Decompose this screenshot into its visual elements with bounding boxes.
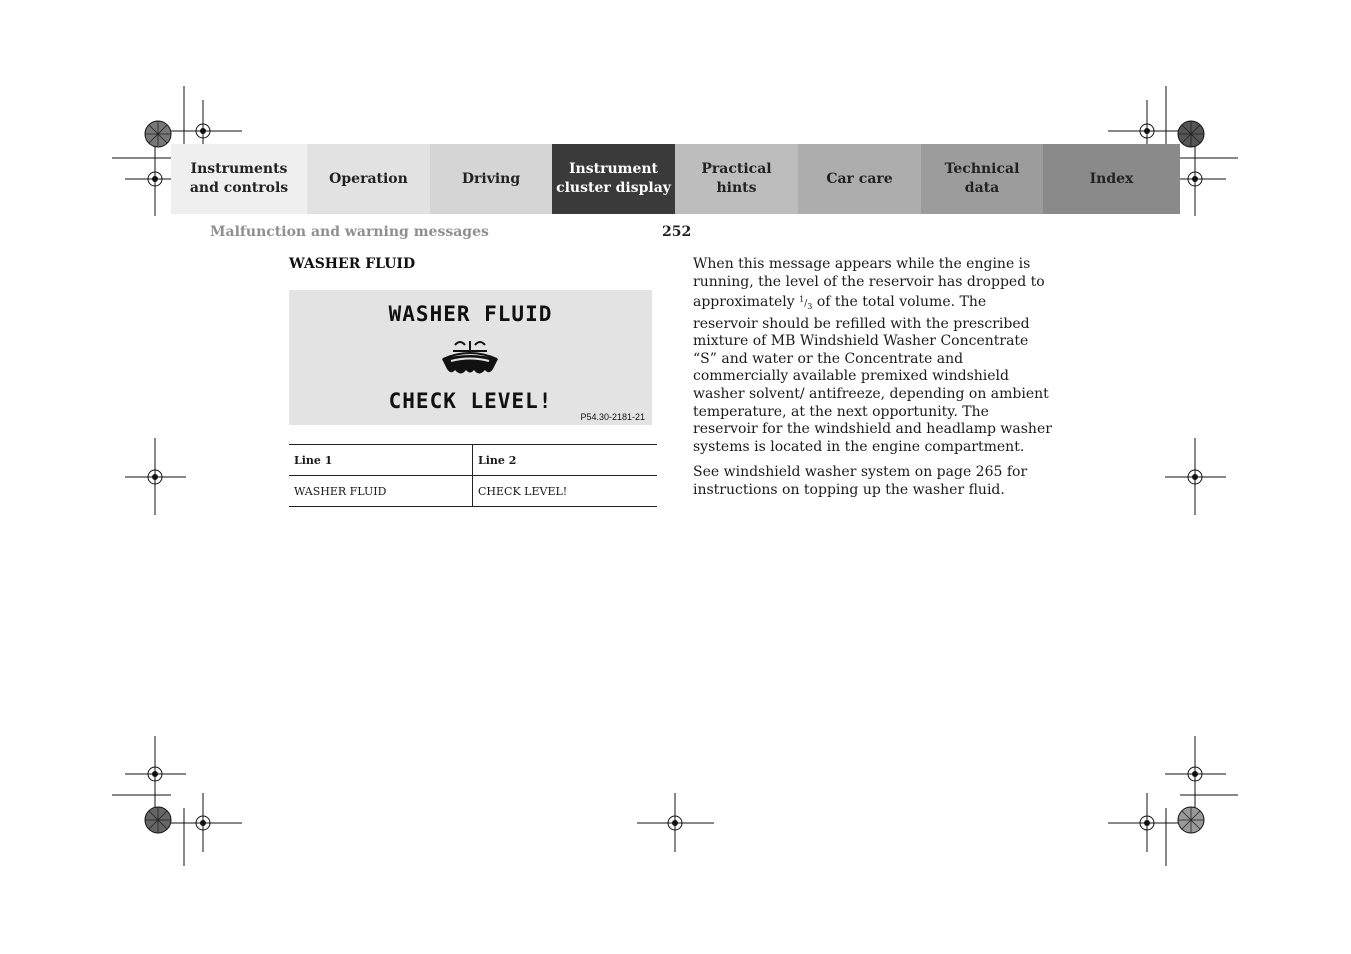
- column-header: Line 2: [473, 445, 658, 476]
- fraction: $^1/_3$: [799, 295, 813, 311]
- section-title: Malfunction and warning messages: [210, 224, 489, 240]
- tab-instruments-and-controls[interactable]: [171, 144, 307, 214]
- fraction-numerator: 1: [799, 295, 805, 305]
- tab-label-line1: Instruments: [190, 161, 288, 177]
- table-header-row: [289, 445, 657, 476]
- column-header: Line 1: [289, 445, 473, 476]
- display-line-2: CHECK LEVEL!: [388, 389, 553, 413]
- tab-label: Operation: [329, 170, 408, 187]
- table-cell: CHECK LEVEL!: [473, 476, 658, 507]
- washer-fluid-icon: [439, 337, 501, 381]
- tab-label-line1: Technical: [944, 161, 1020, 177]
- tab-label: Car care: [826, 170, 893, 187]
- paragraph-text: See windshield washer system on page 265 for instructions on topping up the washer fluid.: [693, 464, 1028, 498]
- body-text: [693, 256, 1053, 508]
- tab-label-line2: data: [964, 180, 1000, 196]
- tab-label: Index: [1089, 170, 1134, 187]
- tab-instrument-cluster-display[interactable]: [552, 144, 675, 214]
- fraction-denominator: 3: [807, 301, 813, 311]
- tab-technical-data[interactable]: [921, 144, 1043, 214]
- page-number: 252: [662, 224, 692, 240]
- paragraph: [693, 464, 1053, 499]
- paragraph: [693, 256, 1053, 456]
- tab-operation[interactable]: [307, 144, 430, 214]
- tab-car-care[interactable]: [798, 144, 921, 214]
- table-cell: WASHER FLUID: [289, 476, 473, 507]
- tab-index[interactable]: [1043, 144, 1180, 214]
- figure-reference: P54.30-2181-21: [580, 412, 645, 422]
- tab-driving[interactable]: [430, 144, 552, 214]
- paragraph-text: When this message appears while the engine is running, the level of the reservoir has dropped to approximately: [693, 256, 1045, 311]
- tab-label-line2: cluster display: [556, 180, 671, 196]
- message-table: [289, 444, 657, 507]
- chapter-tabs: [171, 144, 1180, 214]
- table-row: [289, 476, 657, 507]
- tab-label: Driving: [461, 170, 521, 187]
- message-heading: WASHER FLUID: [289, 256, 416, 272]
- cluster-display-illustration: [289, 290, 652, 425]
- paragraph-text: of the total volume. The reservoir should be refilled with the prescribed mixture of MB Windshield Washer Concentrate “S” and water or the Concentrate and commercially available premixed windshield washer solvent/ antifreeze, depending on ambient temperature, at the next opportunity. The reservoir for the windshield and headlamp washer systems is located in the engine compartment.: [693, 294, 1052, 455]
- tab-label-line1: Instrument: [569, 161, 658, 177]
- tab-practical-hints[interactable]: [675, 144, 798, 214]
- display-line-1: WASHER FLUID: [388, 302, 553, 326]
- tab-label-line2: and controls: [189, 180, 289, 196]
- tab-label: Practical hints: [701, 161, 772, 196]
